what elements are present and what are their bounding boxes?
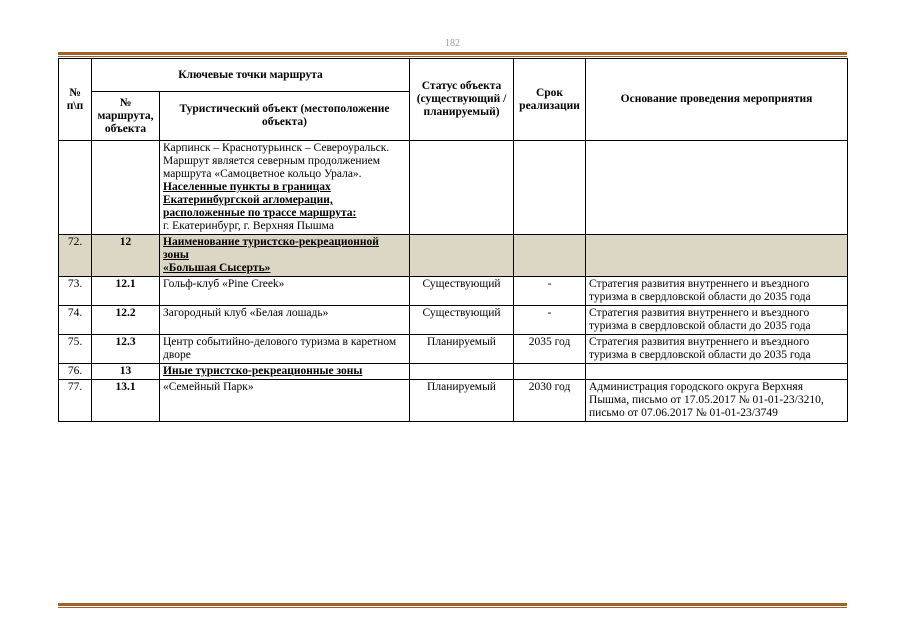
- row-number: 77.: [59, 380, 92, 422]
- term-cell: -: [514, 277, 586, 306]
- header-num: № п\п: [59, 59, 92, 141]
- status-cell: [410, 235, 514, 277]
- basis-cell: Стратегия развития внутреннего и въездного туризма в свердловской области до 2035 года: [586, 335, 848, 364]
- continuation-underlined: Населенные пункты в границах Екатеринбургской агломерации, расположенные по трассе маршрута:: [163, 181, 357, 219]
- term-cell: [514, 235, 586, 277]
- header-tourist-object: Туристический объект (местоположение объекта): [160, 92, 410, 141]
- object-cell: «Семейный Парк»: [160, 380, 410, 422]
- object-cell: Гольф-клуб «Pine Creek»: [160, 277, 410, 306]
- basis-cell: [586, 235, 848, 277]
- term-cell: [514, 364, 586, 380]
- table-row: [59, 364, 848, 380]
- object-cell: Загородный клуб «Белая лошадь»: [160, 306, 410, 335]
- zone-name: «Большая Сысерть»: [163, 262, 271, 274]
- status-cell: Существующий: [410, 277, 514, 306]
- table-row-continuation: [59, 141, 848, 235]
- header-basis: Основание проведения мероприятия: [586, 59, 848, 141]
- zone-title: Наименование туристско-рекреационной зоны: [163, 236, 379, 261]
- object-cell: [160, 235, 410, 277]
- bottom-rule: [58, 603, 847, 608]
- status-cell: Существующий: [410, 306, 514, 335]
- route-number: 13: [92, 364, 160, 380]
- row-number: 75.: [59, 335, 92, 364]
- header-route-num: № маршрута, объекта: [92, 92, 160, 141]
- header-term: Срок реализации: [514, 59, 586, 141]
- header-status: Статус объекта (существующий / планируемый): [410, 59, 514, 141]
- object-cell: Центр событийно-делового туризма в каретном дворе: [160, 335, 410, 364]
- header-row-1: [59, 59, 848, 92]
- header-key-points: Ключевые точки маршрута: [92, 59, 410, 92]
- basis-cell: Стратегия развития внутреннего и въездного туризма в свердловской области до 2035 года: [586, 306, 848, 335]
- table-row: [59, 235, 848, 277]
- page-number: 182: [445, 38, 460, 49]
- status-cell: Планируемый: [410, 335, 514, 364]
- route-number: 12.1: [92, 277, 160, 306]
- route-number: 12.3: [92, 335, 160, 364]
- table-row: [59, 306, 848, 335]
- routes-table: [58, 58, 848, 422]
- basis-cell: [586, 364, 848, 380]
- table-row: [59, 380, 848, 422]
- top-rule: [58, 52, 847, 57]
- table-row: [59, 335, 848, 364]
- route-number: 13.1: [92, 380, 160, 422]
- basis-cell: Стратегия развития внутреннего и въездного туризма в свердловской области до 2035 года: [586, 277, 848, 306]
- continuation-text: Карпинск – Краснотурьинск – Североуральск. Маршрут является северным продолжением маршрута «Самоцветное кольцо Урала».: [163, 142, 390, 180]
- status-cell: [410, 364, 514, 380]
- table-row: [59, 277, 848, 306]
- term-cell: 2035 год: [514, 335, 586, 364]
- term-cell: 2030 год: [514, 380, 586, 422]
- row-number: 73.: [59, 277, 92, 306]
- row-number: 76.: [59, 364, 92, 380]
- route-number: 12: [92, 235, 160, 277]
- row-number: 72.: [59, 235, 92, 277]
- zone-title: Иные туристско-рекреационные зоны: [163, 365, 363, 377]
- continuation-tail: г. Екатеринбург, г. Верхняя Пышма: [163, 220, 334, 232]
- basis-cell: Администрация городского округа Верхняя Пышма, письмо от 17.05.2017 № 01-01-23/3210, письмо от 07.06.2017 № 01-01-23/3749: [586, 380, 848, 422]
- route-number: 12.2: [92, 306, 160, 335]
- row-number: 74.: [59, 306, 92, 335]
- continuation-cell: [160, 141, 410, 235]
- term-cell: -: [514, 306, 586, 335]
- object-cell: [160, 364, 410, 380]
- status-cell: Планируемый: [410, 380, 514, 422]
